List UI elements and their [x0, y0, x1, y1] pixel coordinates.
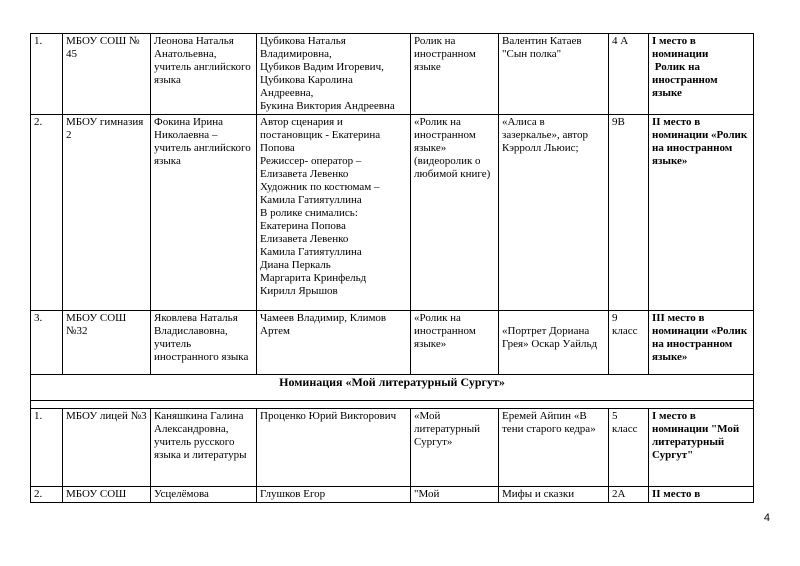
table-row [31, 487, 754, 503]
result-line: I место в номинации [652, 35, 709, 60]
participant-line: В ролике снимались: [260, 207, 358, 219]
result-cell: I место в номинации "Мой литературный Сургут" [649, 409, 754, 487]
result-cell: II место в [649, 487, 754, 503]
grade-cell: 9В [609, 115, 649, 311]
participant-line: Букина Виктория Андреевна [260, 100, 395, 112]
school-cell: МБОУ СОШ №32 [63, 311, 151, 375]
row-number: 3. [31, 311, 63, 375]
work-cell: Ролик на иностранном языке [411, 34, 499, 115]
teacher-cell: Леонова Наталья Анатольевна, учитель английского языка [151, 34, 257, 115]
work-cell: «Ролик на иностранном языке» [411, 311, 499, 375]
table-row [31, 115, 754, 311]
result-cell [649, 34, 754, 115]
results-table [30, 33, 754, 503]
participants-cell [257, 115, 411, 311]
page-number: 4 [763, 512, 770, 524]
participant-line: Диана Перкаль [260, 259, 331, 271]
participant-line: Режиссер- оператор – Елизавета Левенко [260, 155, 362, 180]
row-number: 2. [31, 487, 63, 503]
result-line: Ролик на иностранном языке [652, 61, 721, 99]
participant-line: Камила Гатиятуллина [260, 246, 362, 258]
book-cell: Еремей Айпин «В тени старого кедра» [499, 409, 609, 487]
book-text: «Портрет Дориана Грея» Оскар Уайльд [502, 325, 598, 350]
participants-cell: Проценко Юрий Викторович [257, 409, 411, 487]
grade-cell: 4 А [609, 34, 649, 115]
participant-line: Художник по костюмам – Камила Гатиятуллина [260, 181, 380, 206]
school-cell: МБОУ гимназия 2 [63, 115, 151, 311]
teacher-cell: Каняшкина Галина Александровна, учитель русского языка и литературы [151, 409, 257, 487]
result-cell: II место в номинации «Ролик на иностранном языке» [649, 115, 754, 311]
grade-cell: 9 класс [609, 311, 649, 375]
participants-cell: Чамеев Владимир, Климов Артем [257, 311, 411, 375]
grade-cell: 2А [609, 487, 649, 503]
participant-line: Цубикова Наталья Владимировна, [260, 35, 346, 60]
school-cell: МБОУ СОШ [63, 487, 151, 503]
teacher-cell: Усцелёмова [151, 487, 257, 503]
school-cell: МБОУ СОШ № 45 [63, 34, 151, 115]
work-cell: «Ролик на иностранном языке» (видеоролик о любимой книге) [411, 115, 499, 311]
participants-cell [257, 34, 411, 115]
participant-line: Елизавета Левенко [260, 233, 349, 245]
participants-cell: Глушков Егор [257, 487, 411, 503]
book-cell: «Алиса в зазеркалье», автор Кэрролл Льюис; [499, 115, 609, 311]
row-number: 2. [31, 115, 63, 311]
section-header-row [31, 375, 754, 401]
spacer-row [31, 401, 754, 409]
school-cell: МБОУ лицей №3 [63, 409, 151, 487]
participant-line: Цубиков Вадим Игоревич, [260, 61, 384, 73]
book-cell [499, 311, 609, 375]
work-cell: "Мой [411, 487, 499, 503]
participant-line: Автор сценария и постановщик - Екатерина Попова [260, 116, 381, 154]
spacer-cell [31, 401, 754, 409]
participant-line: Кирилл Ярышов [260, 285, 338, 297]
table-row [31, 34, 754, 115]
row-number: 1. [31, 409, 63, 487]
grade-cell: 5 класс [609, 409, 649, 487]
section-title: Номинация «Мой литературный Сургут» [31, 375, 754, 401]
teacher-cell: Фокина Ирина Николаевна – учитель английского языка [151, 115, 257, 311]
participant-line: Цубикова Каролина Андреевна, [260, 74, 353, 99]
row-number: 1. [31, 34, 63, 115]
table-row [31, 409, 754, 487]
participant-line: Маргарита Кринфельд [260, 272, 367, 284]
participant-line: Екатерина Попова [260, 220, 346, 232]
result-cell: III место в номинации «Ролик на иностранном языке» [649, 311, 754, 375]
book-cell: Мифы и сказки [499, 487, 609, 503]
table-row [31, 311, 754, 375]
work-cell: «Мой литературный Сургут» [411, 409, 499, 487]
teacher-cell: Яковлева Наталья Владиславовна, учитель иностранного языка [151, 311, 257, 375]
book-cell: Валентин Катаев "Сын полка" [499, 34, 609, 115]
